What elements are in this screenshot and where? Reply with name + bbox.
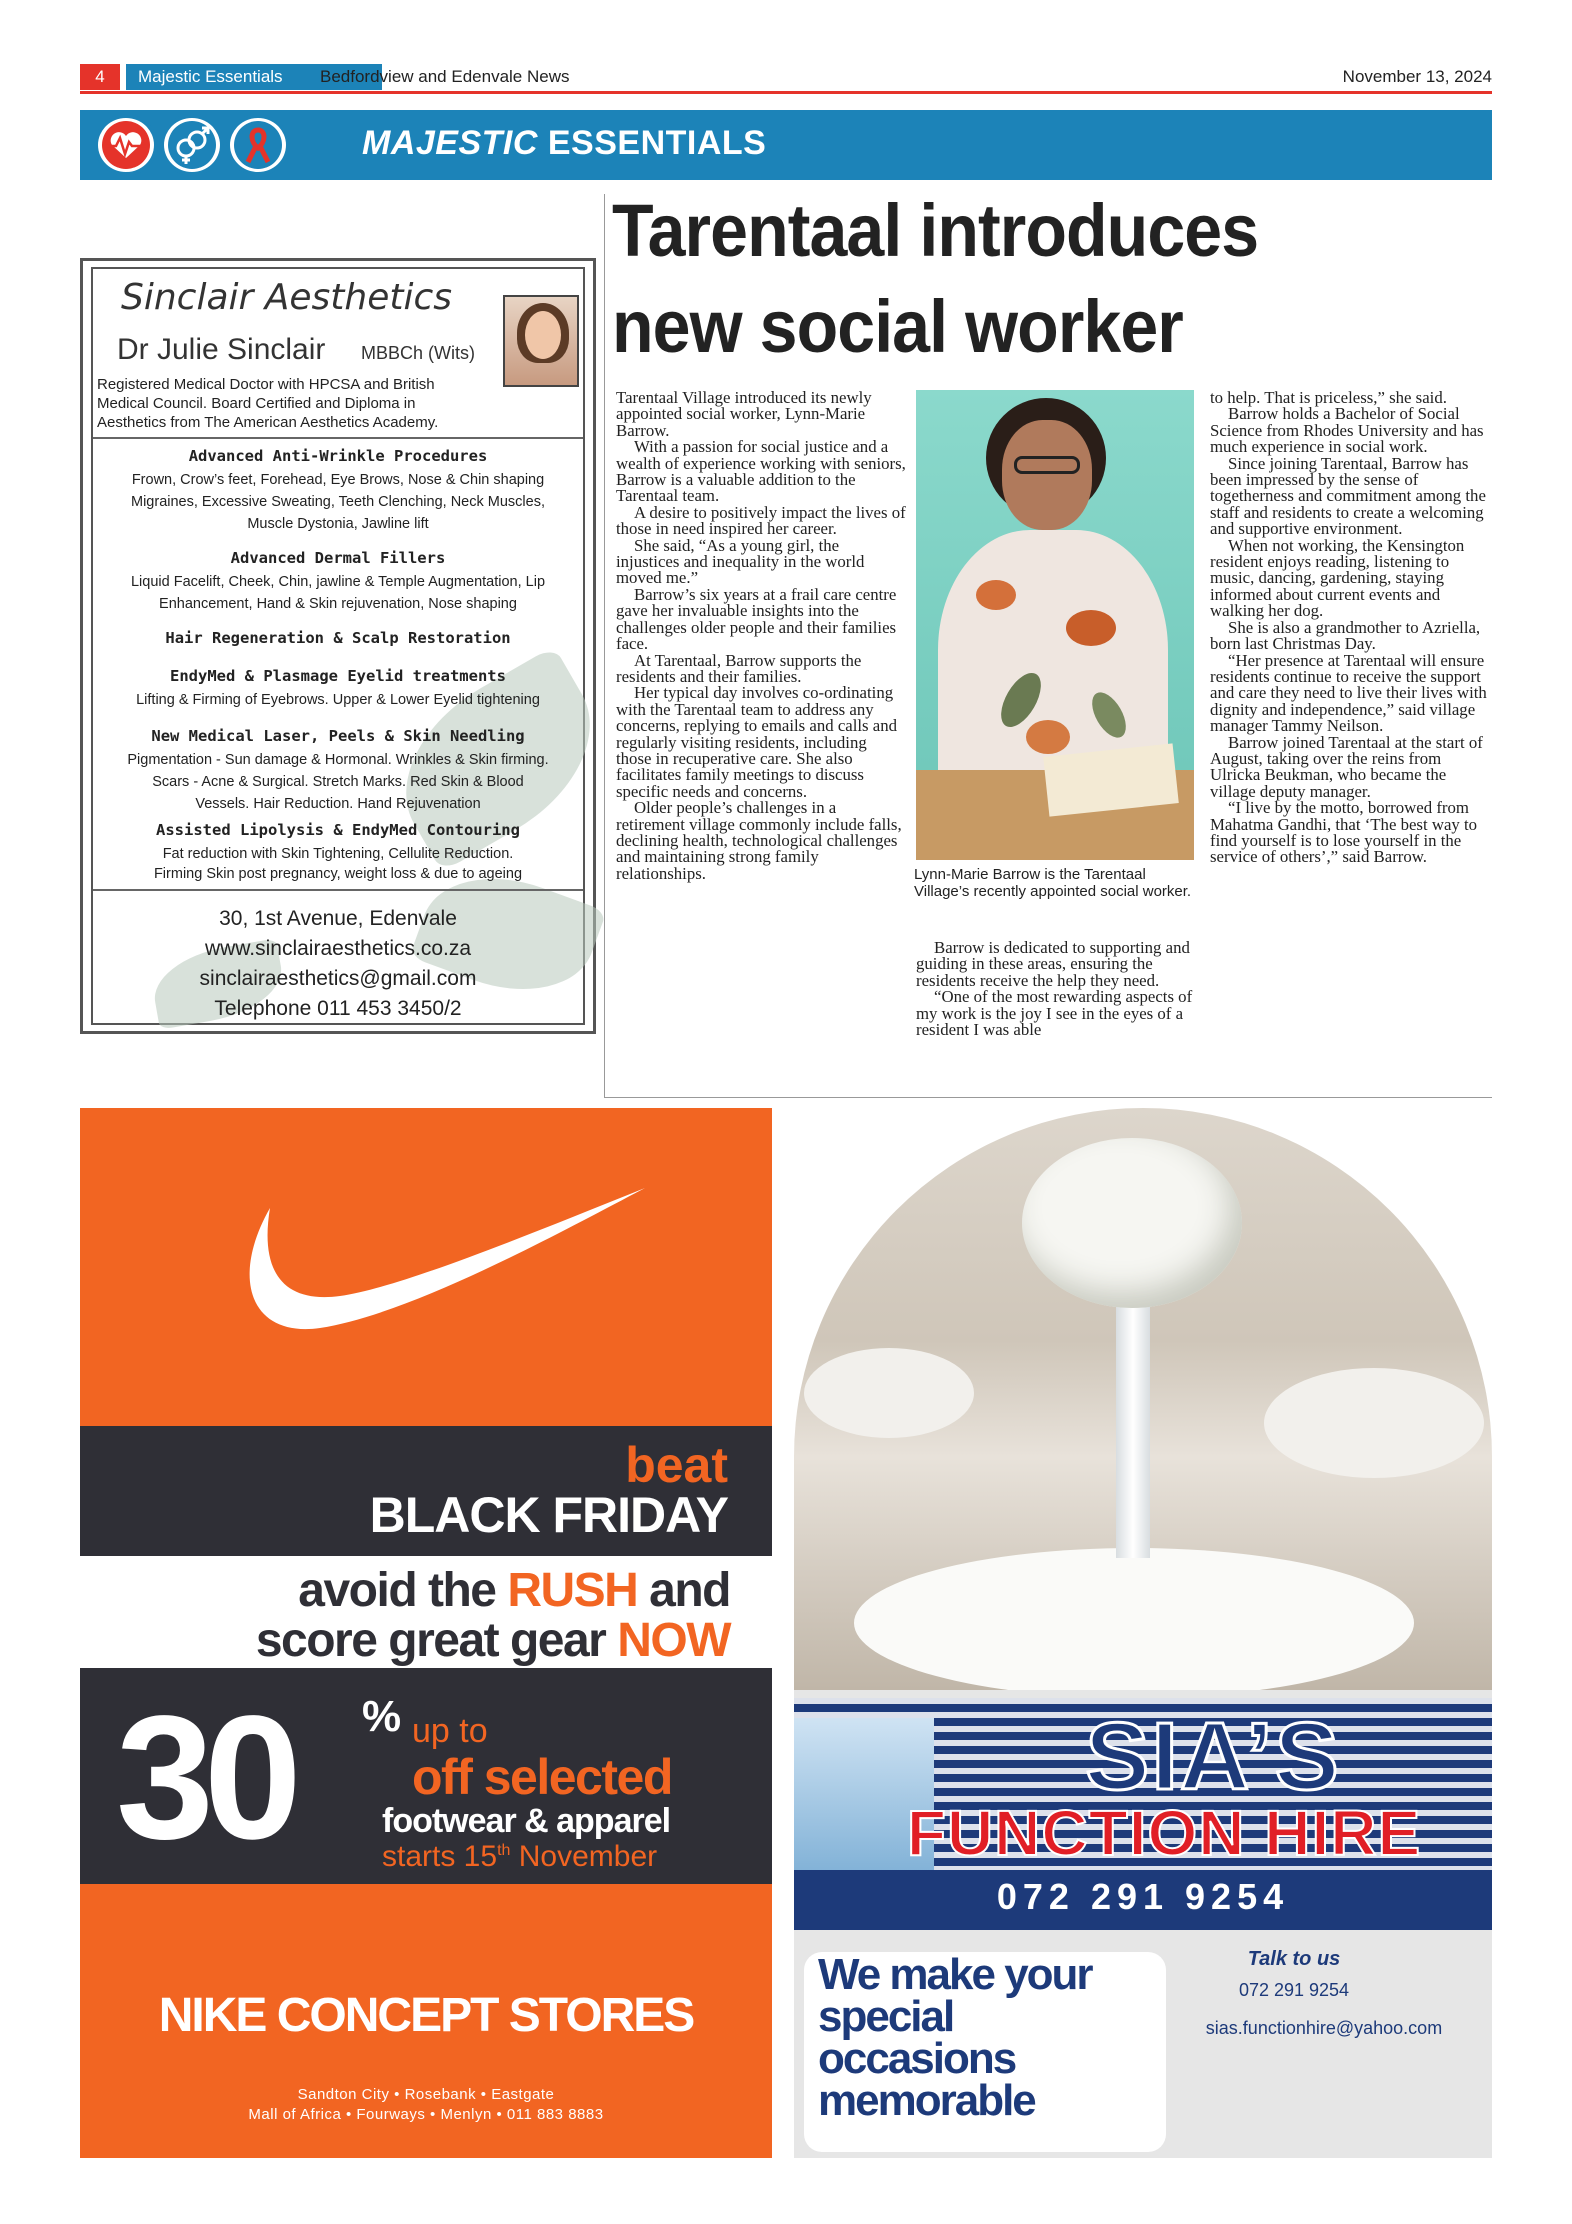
article-column-1	[616, 390, 906, 882]
company-name: SIA’S	[1085, 1703, 1341, 1810]
divider	[93, 437, 583, 439]
store-locations: Sandton City • Rosebank • Eastgate	[297, 2086, 555, 2103]
slogan: We make your special occasions memorable	[818, 1950, 1092, 2125]
event-table-photo	[794, 1108, 1492, 1690]
store-locations: Mall of Africa • Fourways • Menlyn • 011 883 8883	[248, 2106, 604, 2123]
paragraph: At Tarentaal, Barrow supports the residents and their families.	[616, 650, 862, 686]
sinclair-aesthetics-ad	[80, 258, 596, 1034]
website-link[interactable]: www.sinclairaesthetics.co.za	[204, 937, 472, 960]
brand-name: Sinclair Aesthetics	[121, 277, 453, 318]
address: 30, 1st Avenue, Edenvale	[219, 907, 457, 930]
paragraph: Since joining Tarentaal, Barrow has been impressed by the sense of togetherness and commitment among the staff and residents to create a welcoming and supportive environment.	[1210, 453, 1486, 539]
start-date-text: starts 15th November	[382, 1840, 658, 1873]
paragraph: Barrow joined Tarentaal at the start of August, taking over the reins from Ulricka Beukman, who became the village deputy manager.	[1210, 732, 1483, 801]
telephone: Telephone 011 453 3450/2	[214, 997, 462, 1020]
service-line: Firming Skin post pregnancy, weight loss & due to ageing	[153, 866, 523, 882]
ad-inner-frame	[91, 267, 585, 1025]
up-to-text: up to	[412, 1712, 488, 1750]
nike-ad	[80, 1108, 772, 2158]
registration-text: Registered Medical Doctor with HPCSA and British Medical Council. Board Certified and Diploma in Aesthetics from The American Aesthetics Academy.	[97, 376, 439, 431]
header-rule	[80, 91, 1492, 94]
gender-symbols-icon	[160, 114, 224, 176]
black-friday-text: BLACK FRIDAY	[369, 1487, 728, 1543]
article-headline: Tarentaal introduces	[612, 189, 1259, 272]
article-column-3	[1210, 390, 1492, 866]
service-heading: Advanced Dermal Fillers	[230, 549, 446, 567]
paragraph: “One of the most rewarding aspects of my work is the joy I see in the eyes of a resident I was able	[916, 987, 1193, 1040]
off-selected-text: off selected	[412, 1749, 672, 1805]
service-line: Liquid Facelift, Cheek, Chin, jawline & Temple Augmentation, Lip	[130, 574, 546, 590]
service-line: Vessels. Hair Reduction. Hand Rejuvenation	[195, 796, 481, 812]
sias-function-hire-ad	[794, 1108, 1492, 2158]
footwear-apparel-text: footwear & apparel	[382, 1802, 671, 1840]
page-folio	[80, 64, 1492, 94]
paragraph: A desire to positively impact the lives of those in need inspired her career.	[616, 502, 906, 539]
section-banner	[80, 110, 1492, 180]
heartbeat-icon	[94, 114, 158, 176]
beat-text: beat	[625, 1437, 728, 1493]
section-label: Majestic Essentials	[126, 64, 382, 90]
discount-number: 30	[116, 1680, 292, 1876]
company-service: FUNCTION HIRE	[906, 1797, 1422, 1869]
service-line: Pigmentation - Sun damage & Hormonal. Wrinkles & Skin firming.	[127, 752, 549, 768]
contact-phone: 072 291 9254	[1238, 1980, 1350, 2000]
doctor-degree: MBBCh (Wits)	[361, 343, 475, 363]
service-line: Muscle Dystonia, Jawline lift	[247, 516, 429, 532]
paragraph: Barrow’s six years at a frail care centre gave her invaluable insights into the challenges older people and their families face.	[616, 584, 897, 654]
paragraph: Barrow is dedicated to supporting and guiding in these areas, ensuring the residents receive the help they need.	[916, 938, 1190, 990]
paragraph: Older people’s challenges in a retirement village commonly include falls, declining health, technological challenges and maintaining strong family relationships.	[616, 798, 902, 883]
paragraph: Tarentaal Village introduced its newly appointed social worker, Lynn-Marie Barrow.	[616, 388, 872, 440]
paragraph: When not working, the Kensington resident enjoys reading, listening to music, dancing, gardening, staying informed about current events and walking her dog.	[1210, 535, 1465, 621]
service-heading: Hair Regeneration & Scalp Restoration	[165, 629, 511, 647]
arch-frame	[794, 1108, 1492, 1690]
service-line: Frown, Crow’s feet, Forehead, Eye Brows, Nose & Chin shaping	[131, 472, 545, 488]
service-heading: Assisted Lipolysis & EndyMed Contouring	[156, 821, 520, 839]
issue-date: November 13, 2024	[1342, 67, 1492, 86]
contact-email[interactable]: sias.functionhire@yahoo.com	[1205, 2018, 1443, 2038]
nike-swoosh-icon	[230, 1168, 650, 1348]
paragraph: “Her presence at Tarentaal will ensure residents continue to receive the support and care they need to live their lives with dignity and independence,” said village manager Tammy Neilson.	[1210, 650, 1487, 736]
company-phone: 072 291 9254	[996, 1876, 1290, 1917]
awareness-ribbon-icon	[226, 114, 290, 176]
paragraph: She said, “As a young girl, the injustices and inequality in the world moved me.”	[616, 535, 865, 588]
publication-name: Bedfordview and Edenvale News	[320, 67, 570, 86]
service-heading: New Medical Laser, Peels & Skin Needling	[151, 727, 525, 745]
talk-to-us-heading: Talk to us	[1247, 1948, 1341, 1970]
article-headline: new social worker	[612, 285, 1183, 368]
stores-heading: NIKE CONCEPT STORES	[158, 1989, 694, 2042]
service-line: Lifting & Firming of Eyebrows. Upper & Lower Eyelid tightening	[136, 692, 540, 708]
email-link[interactable]: sinclairaesthetics@gmail.com	[199, 967, 477, 990]
service-line: Scars - Acne & Surgical. Stretch Marks. Red Skin & Blood	[152, 774, 524, 790]
service-heading: Advanced Anti-Wrinkle Procedures	[188, 447, 488, 465]
service-heading: EndyMed & Plasmage Eyelid treatments	[170, 667, 506, 685]
service-line: Fat reduction with Skin Tightening, Cellulite Reduction.	[162, 846, 514, 862]
paragraph: With a passion for social justice and a wealth of experience working with seniors, Barrow is a valuable addition to the Tarentaal team.	[616, 437, 906, 506]
paragraph: “I live by the motto, borrowed from Mahatma Gandhi, that ‘The best way to find yourself is to lose yourself in the service of others’,” said Barrow.	[1210, 798, 1478, 867]
banner-title: MAJESTIC ESSENTIALS	[362, 124, 767, 162]
divider	[93, 889, 583, 891]
paragraph: Barrow holds a Bachelor of Social Science from Rhodes University and has much experience in social work.	[1210, 404, 1484, 457]
paragraph: She is also a grandmother to Azriella, born last Christmas Day.	[1210, 617, 1481, 654]
service-line: Migraines, Excessive Sweating, Teeth Clenching, Neck Muscles,	[131, 494, 545, 510]
page-number: 4	[80, 64, 120, 90]
percent-sign: %	[362, 1692, 402, 1741]
promo-headline: avoid the RUSH and score great gear NOW	[255, 1564, 730, 1667]
service-line: Enhancement, Hand & Skin rejuvenation, Nose shaping	[159, 596, 517, 612]
article-column-2	[916, 940, 1196, 1038]
doctor-photo	[503, 295, 579, 387]
paragraph: to help. That is priceless,” she said.	[1210, 388, 1447, 407]
logo-band	[794, 1698, 1492, 1930]
paragraph: Her typical day involves co-ordinating with the Tarentaal team to address any concerns, replying to emails and calls and regularly visiting residents, including those in recuperative care. She also facilitates family meetings to discuss specific needs and concerns.	[616, 683, 897, 801]
article-photo	[916, 390, 1194, 860]
doctor-name: Dr Julie Sinclair	[117, 333, 326, 366]
photo-caption: Lynn-Marie Barrow is the Tarentaal Village’s recently appointed social worker.	[914, 866, 1192, 900]
